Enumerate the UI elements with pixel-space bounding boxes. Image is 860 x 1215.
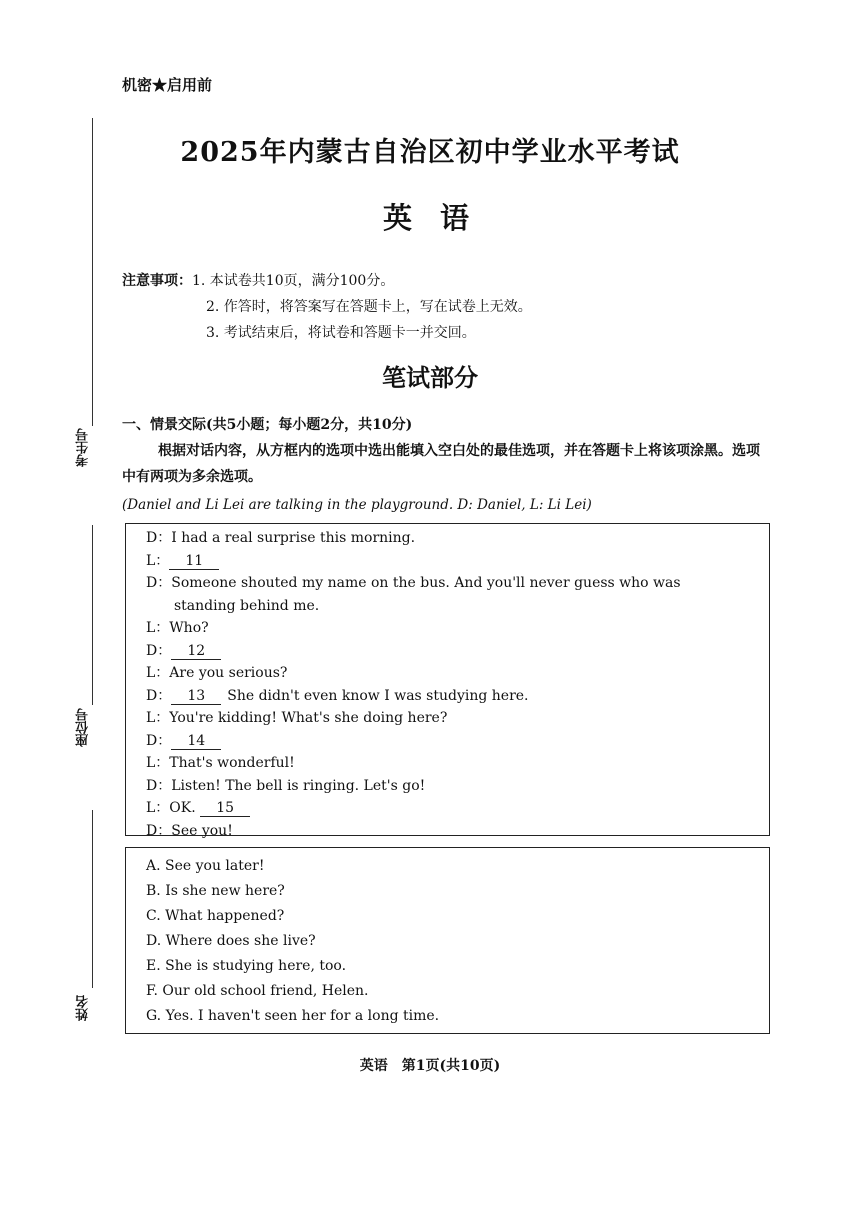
- option-b: B. Is she new here?: [146, 883, 285, 899]
- options-box: [125, 847, 770, 1034]
- notice-item: 2. 作答时，将答案写在答题卡上，写在试卷上无效。: [206, 299, 532, 315]
- dialog-line: L： 11: [146, 550, 769, 573]
- blank-13: 13: [171, 688, 221, 705]
- option-d: D. Where does she live?: [146, 933, 316, 949]
- part-heading: 一、情景交际(共5小题；每小题2分，共10分): [122, 417, 413, 433]
- option-a: A. See you later!: [146, 858, 265, 874]
- blank-11: 11: [169, 553, 219, 570]
- dialog-line: D：Listen! The bell is ringing. Let's go!: [146, 777, 426, 794]
- blank-12: 12: [171, 643, 221, 660]
- confidential-mark: 机密★启用前: [122, 76, 213, 94]
- binding-line-mid: [92, 525, 93, 705]
- dialog-line: L：You're kidding! What's she doing here?: [146, 710, 448, 726]
- notice-item: 3. 考试结束后，将试卷和答题卡一并交回。: [206, 325, 476, 341]
- dialog-line: L：OK. 15: [146, 797, 769, 820]
- dialog-line: D：I had a real surprise this morning.: [146, 530, 416, 546]
- exam-title: 2025年内蒙古自治区初中学业水平考试: [180, 137, 680, 168]
- candidate-number-label: 考生号: [76, 428, 91, 467]
- blank-14: 14: [171, 733, 221, 750]
- page-footer: 英语 第1页(共10页): [359, 1058, 501, 1074]
- dialog-line: standing behind me.: [174, 597, 320, 614]
- binding-line-low: [92, 810, 93, 988]
- dialog-box: [125, 523, 770, 839]
- dialog-line: L：That's wonderful!: [146, 755, 295, 771]
- dialog-line: L：Who?: [146, 620, 209, 636]
- dialog-line: D： 14: [146, 730, 769, 753]
- dialog-line: L：Are you serious?: [146, 665, 288, 681]
- option-c: C. What happened?: [146, 908, 285, 924]
- option-f: F. Our old school friend, Helen.: [146, 983, 369, 999]
- dialog-context: (Daniel and Li Lei are talking in the playground. D: Daniel, L: Li Lei): [122, 497, 592, 513]
- notice-block: [122, 268, 532, 346]
- dialog-line: D： 13 She didn't even know I was studying here.: [146, 687, 529, 704]
- name-label: 姓名: [76, 995, 91, 1021]
- blank-15: 15: [200, 800, 250, 817]
- notice-item: 1. 本试卷共10页，满分100分。: [192, 273, 395, 289]
- option-g: G. Yes. I haven't seen her for a long time.: [146, 1008, 440, 1024]
- option-e: E. She is studying here, too.: [146, 958, 347, 974]
- dialog-line: D：Someone shouted my name on the bus. And you'll never guess who was: [146, 575, 681, 591]
- section-title: 笔试部分: [382, 363, 478, 392]
- dialog-line: D：See you!: [146, 822, 233, 839]
- subject-title: 英语: [382, 201, 497, 235]
- instructions: 根据对话内容，从方框内的选项中选出能填入空白处的最佳选项，并在答题卡上将该项涂黑。选项中有两项为多余选项。: [122, 443, 760, 485]
- seat-number-label: 座位号: [76, 708, 91, 747]
- notice-label: 注意事项：: [122, 273, 192, 289]
- dialog-line: D： 12: [146, 640, 769, 663]
